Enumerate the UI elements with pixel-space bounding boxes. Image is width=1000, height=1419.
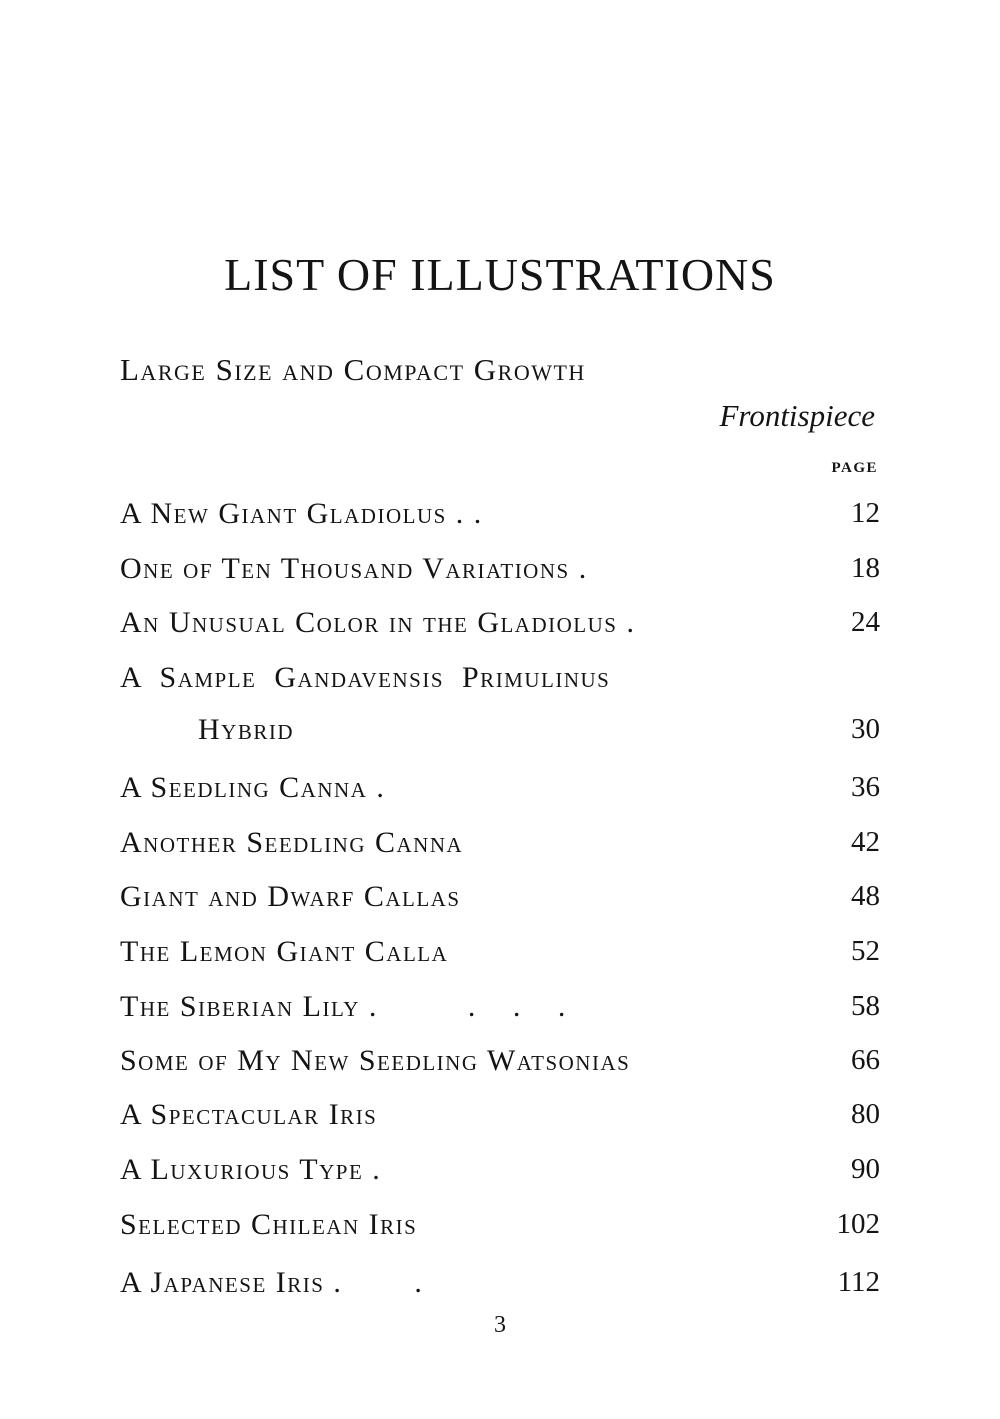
page-number: 112 xyxy=(837,1266,880,1298)
illustration-title: An Unusual Color in the Gladiolus . xyxy=(120,606,636,639)
illustration-title: A Spectacular Iris xyxy=(120,1098,378,1131)
page-column-heading: PAGE xyxy=(831,460,878,476)
page-number: 42 xyxy=(851,826,880,858)
page-number: 48 xyxy=(851,880,880,912)
list-item xyxy=(120,661,880,753)
page-number: 58 xyxy=(851,990,880,1022)
illustration-title: The Lemon Giant Calla xyxy=(120,935,449,968)
list-item xyxy=(120,606,880,646)
page-number: 66 xyxy=(851,1044,880,1076)
page-number: 80 xyxy=(851,1098,880,1130)
illustration-title: A New Giant Gladiolus . . xyxy=(120,497,483,530)
list-item xyxy=(120,497,880,537)
list-item xyxy=(120,552,880,592)
list-item xyxy=(120,1266,880,1306)
page-number: 90 xyxy=(851,1153,880,1185)
illustration-title: Selected Chilean Iris xyxy=(120,1208,418,1241)
illustration-title: A Sample Gandavensis Primulinus xyxy=(120,661,611,694)
illustration-title-continued: Hybrid xyxy=(198,713,295,746)
illustration-title: Another Seedling Canna xyxy=(120,826,464,859)
list-item xyxy=(120,1044,880,1084)
illustration-title: Giant and Dwarf Callas xyxy=(120,880,461,913)
illustration-title: The Siberian Lily . . . . xyxy=(120,990,567,1023)
list-item xyxy=(120,771,880,811)
page-number: 12 xyxy=(851,497,880,529)
page-number: 30 xyxy=(851,713,880,745)
page-number: 52 xyxy=(851,935,880,967)
page-number: 24 xyxy=(851,606,880,638)
page-folio: 3 xyxy=(494,1312,506,1338)
list-item xyxy=(120,935,880,975)
list-item xyxy=(120,826,880,866)
list-item xyxy=(120,1098,880,1138)
illustration-title: A Luxurious Type . xyxy=(120,1153,382,1186)
illustration-title: One of Ten Thousand Variations . xyxy=(120,552,588,585)
list-item xyxy=(120,990,880,1030)
page-number: 18 xyxy=(851,552,880,584)
page-number: 102 xyxy=(836,1208,880,1240)
page-number: 36 xyxy=(851,771,880,803)
list-item xyxy=(120,1153,880,1193)
illustration-title: Some of My New Seedling Watsonias xyxy=(120,1044,631,1077)
list-item xyxy=(120,1208,880,1248)
frontispiece-label: Frontispiece xyxy=(719,398,875,433)
page-title: LIST OF ILLUSTRATIONS xyxy=(224,249,776,300)
frontispiece-title: Large Size and Compact Growth xyxy=(120,352,586,387)
illustration-title: A Seedling Canna . xyxy=(120,771,386,804)
list-item xyxy=(120,880,880,920)
illustration-title: A Japanese Iris . . xyxy=(120,1266,424,1299)
